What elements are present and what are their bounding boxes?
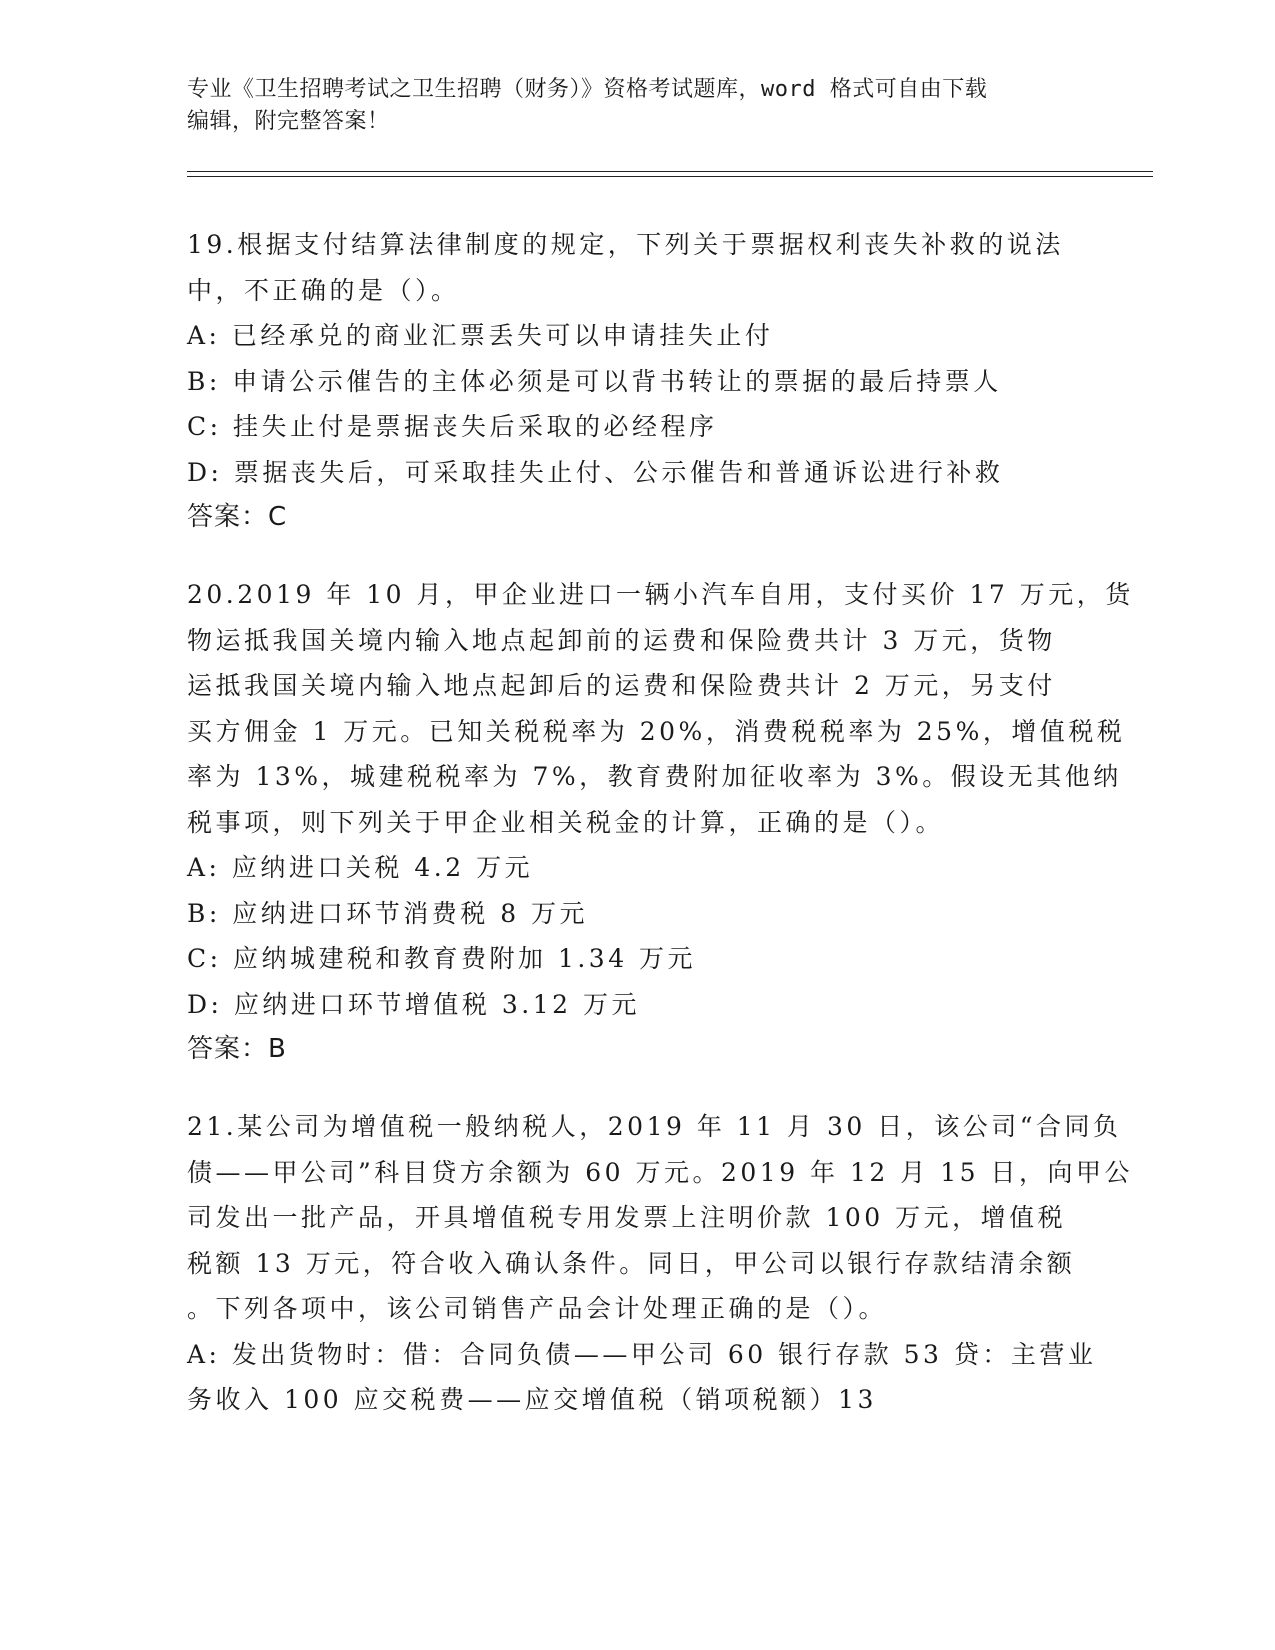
question-stem-line: 20.2019 年 10 月，甲企业进口一辆小汽车自用，支付买价 17 万元，货 bbox=[187, 580, 1134, 609]
question-20 bbox=[187, 572, 1134, 1073]
option-a-continued: 务收入 100 应交税费——应交增值税（销项税额）13 bbox=[187, 1385, 877, 1414]
header-line: 编辑，附完整答案！ bbox=[187, 109, 390, 134]
answer: 答案：B bbox=[187, 1034, 287, 1064]
question-stem-line: 税额 13 万元，符合收入确认条件。同日，甲公司以银行存款结清余额 bbox=[187, 1248, 1076, 1278]
question-stem-line: 运抵我国关境内输入地点起卸后的运费和保险费共计 2 万元，另支付 bbox=[187, 671, 1056, 700]
question-stem-line: 。下列各项中，该公司销售产品会计处理正确的是（）。 bbox=[187, 1294, 888, 1323]
question-stem-line: 21.某公司为增值税一般纳税人，2019 年 11 月 30 日，该公司“合同负 bbox=[187, 1112, 1122, 1141]
question-stem-line: 中，不正确的是（）。 bbox=[187, 275, 460, 305]
option-d: D: 票据丧失后，可采取挂失止付、公示催告和普通诉讼进行补救 bbox=[187, 457, 1004, 487]
question-21 bbox=[187, 1104, 1133, 1423]
option-a: A: 已经承兑的商业汇票丢失可以申请挂失止付 bbox=[187, 321, 774, 350]
question-stem-line: 买方佣金 1 万元。已知关税税率为 20%，消费税税率为 25%，增值税税 bbox=[187, 716, 1126, 746]
option-c: C: 挂失止付是票据丧失后采取的必经程序 bbox=[187, 412, 718, 441]
document-header bbox=[187, 74, 1067, 138]
option-a: A: 发出货物时：借：合同负债——甲公司 60 银行存款 53 贷：主营业 bbox=[187, 1339, 1097, 1369]
answer: 答案：C bbox=[187, 502, 288, 532]
question-stem-line: 债——甲公司”科目贷方余额为 60 万元。2019 年 12 月 15 日，向甲公 bbox=[187, 1157, 1133, 1187]
question-stem-line: 税事项，则下列关于甲企业相关税金的计算，正确的是（）。 bbox=[187, 807, 945, 837]
question-stem-line: 物运抵我国关境内输入地点起卸前的运费和保险费共计 3 万元，货物 bbox=[187, 625, 1056, 655]
option-c: C: 应纳城建税和教育费附加 1.34 万元 bbox=[187, 944, 697, 973]
option-b: B: 应纳进口环节消费税 8 万元 bbox=[187, 898, 589, 928]
question-stem-line: 19.根据支付结算法律制度的规定，下列关于票据权利丧失补救的说法 bbox=[187, 230, 1064, 259]
option-d: D: 应纳进口环节增值税 3.12 万元 bbox=[187, 989, 640, 1019]
option-b: B: 申请公示催告的主体必须是可以背书转让的票据的最后持票人 bbox=[187, 366, 1002, 396]
header-divider-bottom bbox=[187, 176, 1153, 177]
header-line: 专业《卫生招聘考试之卫生招聘（财务）》资格考试题库，word 格式可自由下载 bbox=[187, 77, 988, 102]
question-stem-line: 司发出一批产品，开具增值税专用发票上注明价款 100 万元，增值税 bbox=[187, 1203, 1067, 1232]
header-divider-top bbox=[187, 171, 1153, 172]
question-19 bbox=[187, 222, 1087, 541]
option-a: A: 应纳进口关税 4.2 万元 bbox=[187, 853, 534, 882]
question-stem-line: 率为 13%，城建税税率为 7%，教育费附加征收率为 3%。假设无其他纳 bbox=[187, 762, 1122, 791]
